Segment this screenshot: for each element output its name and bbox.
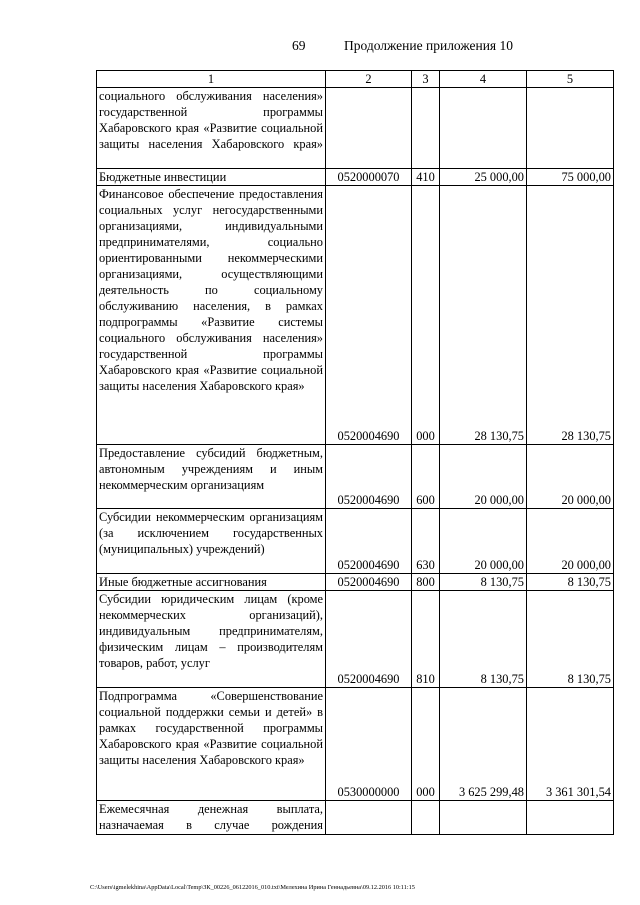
table-row (97, 88, 614, 169)
row-expense-type: 600 (412, 445, 440, 509)
budget-table (96, 70, 614, 835)
row-target-code: 0520004690 (326, 591, 412, 688)
row-expense-type: 410 (412, 169, 440, 186)
row-sum-year1: 28 130,75 (440, 186, 527, 445)
row-sum-year2: 20 000,00 (527, 445, 614, 509)
row-sum-year2: 8 130,75 (527, 591, 614, 688)
row-target-code (326, 88, 412, 169)
row-expense-type (412, 801, 440, 835)
column-header: 4 (440, 71, 527, 88)
row-target-code: 0530000000 (326, 688, 412, 801)
row-name: Иные бюджетные ассигнования (97, 574, 326, 591)
row-sum-year2 (527, 801, 614, 835)
row-sum-year1: 8 130,75 (440, 574, 527, 591)
row-name: Финансовое обеспечение предоставления социальных услуг негосударственными организациями, индивидуальными предпринимателями, социально ориентированными некоммерческими организациями, осуществляющими деятельность по социальному обслуживанию населения, в рамках подпрограммы «Развитие системы социального обслуживания населения» государственной программы Хабаровского края «Развитие социальной защиты населения Хабаровского края» (97, 186, 326, 445)
column-header: 3 (412, 71, 440, 88)
row-target-code: 0520004690 (326, 445, 412, 509)
row-name: Предоставление субсидий бюджетным, автономным учреждениям и иным некоммерческим организациям (97, 445, 326, 509)
row-sum-year1: 20 000,00 (440, 509, 527, 574)
row-expense-type: 000 (412, 688, 440, 801)
row-sum-year1: 8 130,75 (440, 591, 527, 688)
row-sum-year1: 3 625 299,48 (440, 688, 527, 801)
column-header: 1 (97, 71, 326, 88)
table-row (97, 509, 614, 574)
row-expense-type: 810 (412, 591, 440, 688)
row-target-code: 0520004690 (326, 186, 412, 445)
row-sum-year2: 3 361 301,54 (527, 688, 614, 801)
table-row (97, 445, 614, 509)
row-target-code (326, 801, 412, 835)
row-sum-year2: 8 130,75 (527, 574, 614, 591)
row-expense-type (412, 88, 440, 169)
row-expense-type: 630 (412, 509, 440, 574)
row-name: Субсидии некоммерческим организациям (за исключением государственных (муниципальных) учреждений) (97, 509, 326, 574)
table-header-row (97, 71, 614, 88)
row-name: Подпрограмма «Совершенствование социальной поддержки семьи и детей» в рамках государственной программы Хабаровского края «Развитие социальной защиты населения Хабаровского края» (97, 688, 326, 801)
table-row (97, 688, 614, 801)
row-sum-year2: 75 000,00 (527, 169, 614, 186)
row-sum-year1 (440, 801, 527, 835)
table-row (97, 801, 614, 835)
row-target-code: 0520004690 (326, 574, 412, 591)
column-header: 5 (527, 71, 614, 88)
row-expense-type: 000 (412, 186, 440, 445)
row-target-code: 0520000070 (326, 169, 412, 186)
page-number: 69 (292, 38, 306, 53)
table-row (97, 169, 614, 186)
row-expense-type: 800 (412, 574, 440, 591)
table-row (97, 186, 614, 445)
row-sum-year2: 28 130,75 (527, 186, 614, 445)
table-row (97, 574, 614, 591)
row-sum-year2: 20 000,00 (527, 509, 614, 574)
row-sum-year1: 20 000,00 (440, 445, 527, 509)
table-row (97, 591, 614, 688)
row-name: Бюджетные инвестиции (97, 169, 326, 186)
column-header: 2 (326, 71, 412, 88)
row-sum-year1 (440, 88, 527, 169)
row-name: Субсидии юридическим лицам (кроме некоммерческих организаций), индивидуальным предпринимателям, физическим лицам – производителям товаров, работ, услуг (97, 591, 326, 688)
appendix-continuation-title: Продолжение приложения 10 (344, 38, 514, 53)
row-sum-year1: 25 000,00 (440, 169, 527, 186)
row-name: Ежемесячная денежная выплата, назначаемая в случае рождения (97, 801, 326, 835)
row-sum-year2 (527, 88, 614, 169)
row-target-code: 0520004690 (326, 509, 412, 574)
file-path-footer: C:\Users\igmelekhina\AppData\Local\Temp\ЗК_00226_06122016_010.txt\Мелехина Ирина Геннадьевна\09.12.2016 10:11:15 (90, 884, 415, 891)
row-name: социального обслуживания населения» государственной программы Хабаровского края «Развитие социальной защиты населения Хабаровского края» (97, 88, 326, 169)
